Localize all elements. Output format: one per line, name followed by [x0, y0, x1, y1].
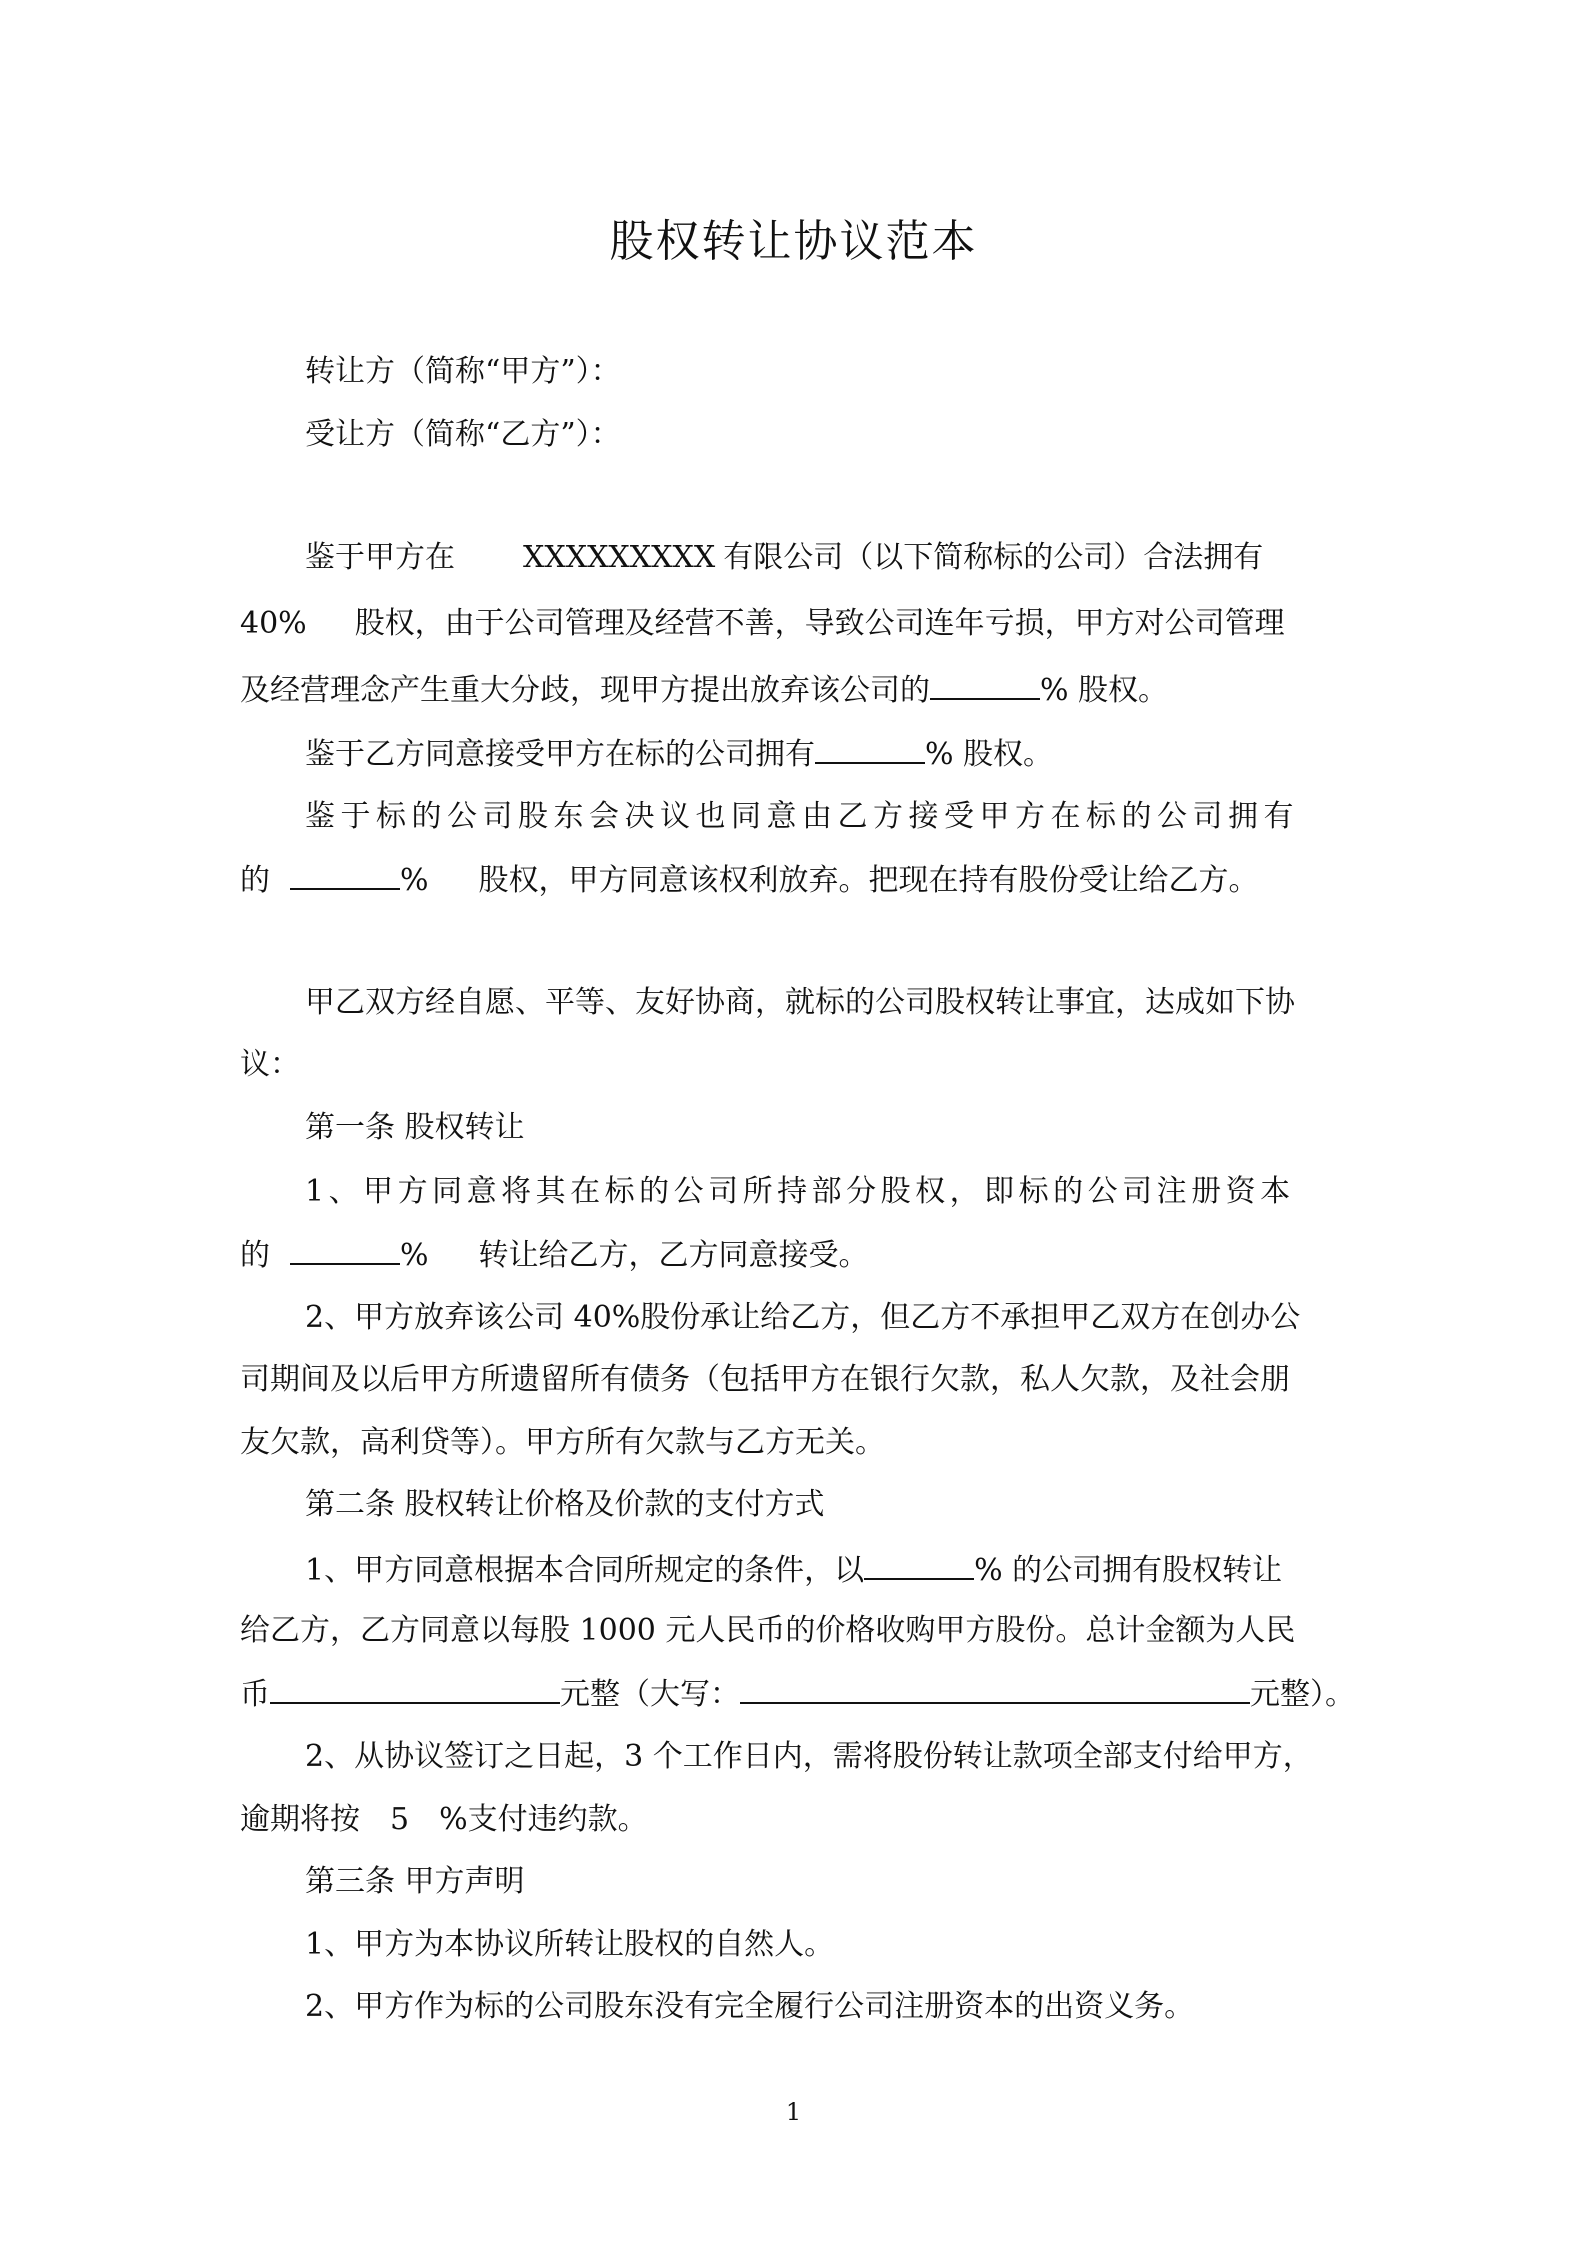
clause-text: 1、甲方同意根据本合同所规定的条件，以 [305, 1553, 865, 1588]
article-1-clause-2-line-1: 2、甲方放弃该公司 40%股份承让给乙方，但乙方不承担甲乙双方在创办公 [305, 1300, 1301, 1335]
recital-text: % 股权。 [925, 737, 1054, 772]
article-2-heading: 第二条 股权转让价格及价款的支付方式 [305, 1487, 825, 1522]
recital-text: % 股权。 [1040, 673, 1169, 708]
clause-text: 币 [240, 1677, 270, 1712]
clause-text: 逾期将按 [240, 1802, 360, 1837]
equity-percentage: 40% [240, 606, 307, 641]
penalty-rate: 5 [390, 1802, 410, 1837]
percentage-blank [290, 1233, 400, 1265]
clause-text: 的 [240, 1238, 270, 1273]
recital-1-line-3 [240, 668, 1168, 711]
clause-text: % 的公司拥有股权转让 [974, 1553, 1283, 1588]
clause-text: %支付违约款。 [439, 1802, 648, 1837]
percentage-blank [864, 1548, 974, 1580]
article-1-clause-2-line-2: 司期间及以后甲方所遗留所有债务（包括甲方在银行欠款，私人欠款，及社会朋 [240, 1362, 1290, 1397]
article-3-clause-2: 2、甲方作为标的公司股东没有完全履行公司注册资本的出资义务。 [305, 1989, 1195, 2024]
recital-text: 鉴于乙方同意接受甲方在标的公司拥有 [305, 737, 815, 772]
recital-text: 的 [240, 863, 270, 898]
recital-3-line-2 [240, 858, 1259, 901]
article-2-clause-2-line-2 [240, 1800, 648, 1840]
article-2-clause-1-line-2: 给乙方，乙方同意以每股 1000 元人民币的价格收购甲方股份。总计金额为人民 [240, 1613, 1296, 1648]
article-2-clause-1-line-3 [240, 1672, 1355, 1715]
recital-text: 及经营理念产生重大分歧，现甲方提出放弃该公司的 [240, 673, 930, 708]
recital-text: 有限公司（以下简称标的公司）合法拥有 [723, 540, 1264, 575]
amount-uppercase-blank [740, 1672, 1250, 1704]
article-2-clause-2-line-1: 2、从协议签订之日起，3 个工作日内，需将股份转让款项全部支付给甲方， [305, 1739, 1313, 1774]
recital-2-line [305, 732, 1053, 775]
document-title: 股权转让协议范本 [609, 216, 978, 267]
recital-text: 股权，由于公司管理及经营不善，导致公司连年亏损，甲方对公司管理 [354, 606, 1285, 641]
clause-text: 转让给乙方，乙方同意接受。 [478, 1238, 869, 1273]
recital-text: 鉴于甲方在 [305, 540, 455, 575]
article-3-clause-1: 1、甲方为本协议所转让股权的自然人。 [305, 1927, 835, 1962]
article-1-clause-1-line-2 [240, 1233, 869, 1276]
article-1-clause-1-line-1: 1、甲方同意将其在标的公司所持部分股权，即标的公司注册资本 [305, 1174, 1295, 1209]
recital-text: 股权，甲方同意该权利放弃。把现在持有股份受让给乙方。 [478, 863, 1259, 898]
percentage-blank [930, 668, 1040, 700]
recital-1-line-2 [240, 604, 1285, 644]
clause-text: 元整）。 [1250, 1677, 1355, 1712]
percentage-blank [290, 858, 400, 890]
page-number: 1 [785, 2098, 802, 2126]
percentage-blank [815, 732, 925, 764]
transferor-line: 转让方（简称“甲方”）： [305, 354, 621, 389]
article-3-heading: 第三条 甲方声明 [305, 1864, 525, 1899]
recital-3-line-1: 鉴于标的公司股东会决议也同意由乙方接受甲方在标的公司拥有 [305, 799, 1299, 834]
article-1-heading: 第一条 股权转让 [305, 1110, 525, 1145]
article-1-clause-2-line-3: 友欠款，高利贷等）。甲方所有欠款与乙方无关。 [240, 1425, 885, 1460]
amount-blank [270, 1672, 560, 1704]
recital-text: % [400, 863, 429, 898]
article-2-clause-1-line-1 [305, 1548, 1282, 1591]
company-name: XXXXXXXXX [523, 540, 716, 575]
intro-line-1: 甲乙双方经自愿、平等、友好协商，就标的公司股权转让事宜，达成如下协 [305, 985, 1295, 1020]
transferee-line: 受让方（简称“乙方”）： [305, 417, 621, 452]
recital-1-line-1 [305, 538, 1263, 578]
clause-text: 元整（大写： [560, 1677, 740, 1712]
clause-text: % [400, 1238, 429, 1273]
intro-line-2: 议： [240, 1047, 300, 1082]
